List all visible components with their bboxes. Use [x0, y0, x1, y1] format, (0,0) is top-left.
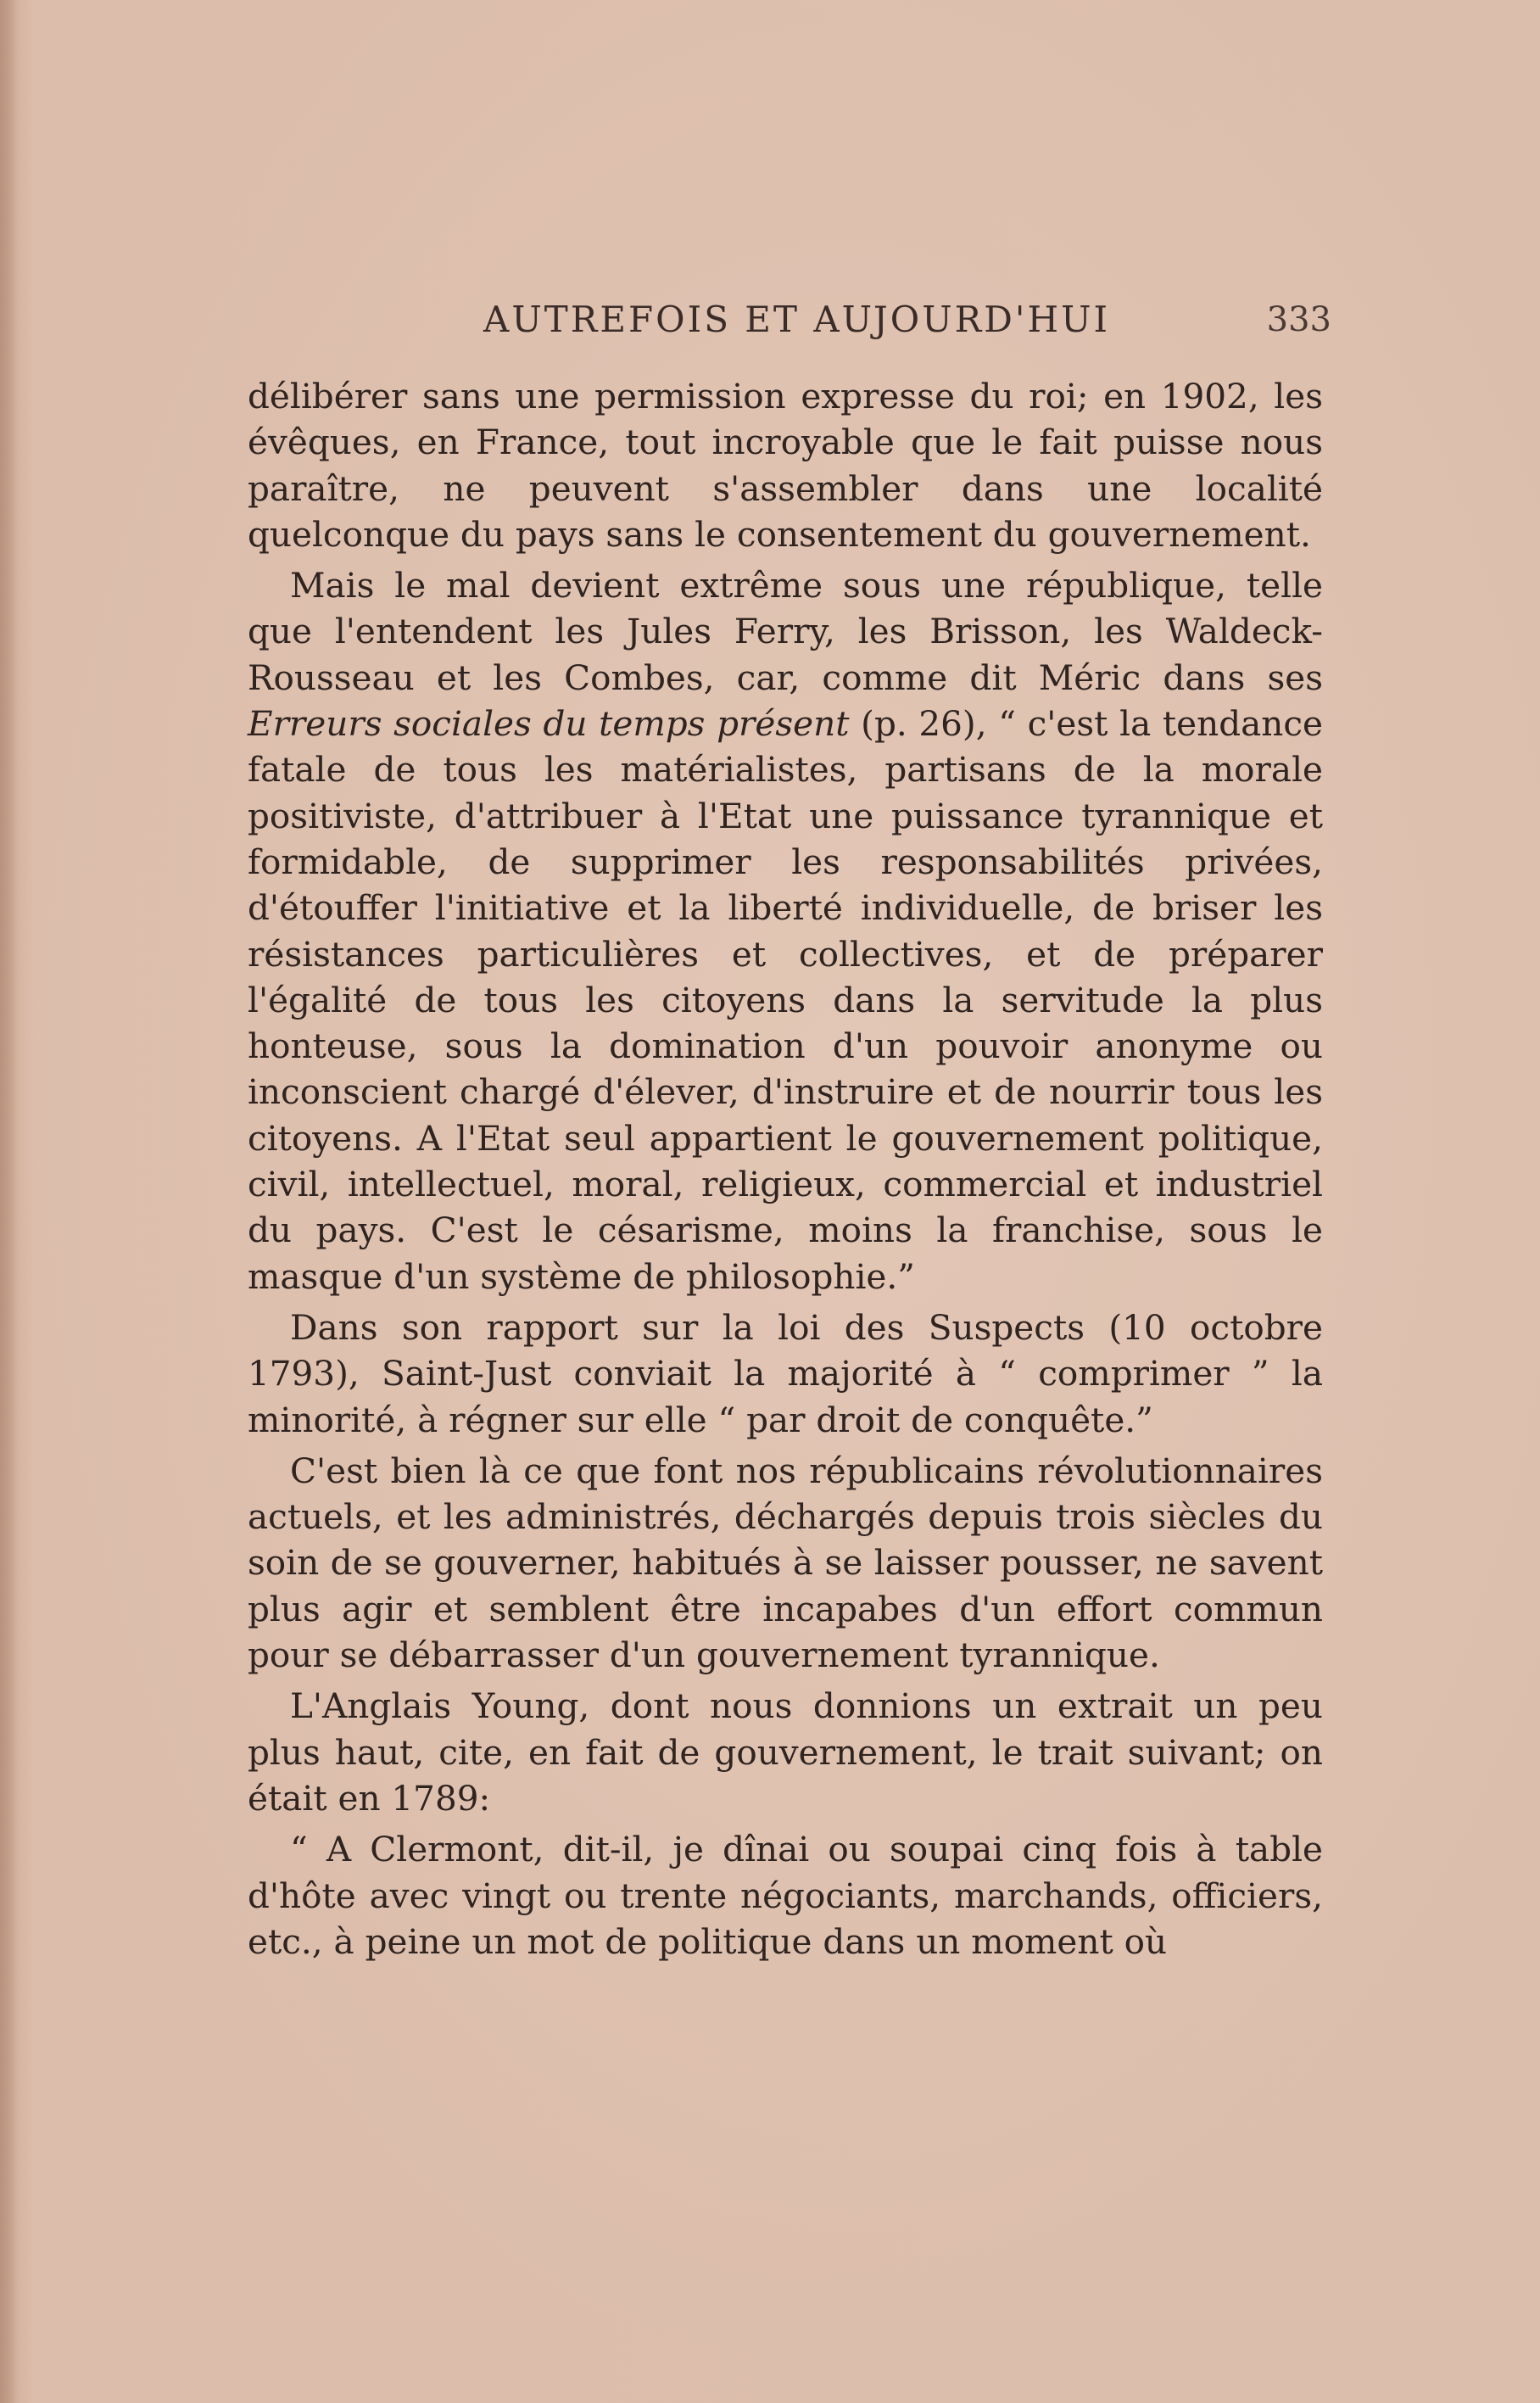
paragraph-6: “ A Clermont, dit-il, je dînai ou soupai cinq fois à table d'hôte avec vingt ou trente négociants, marchands, officiers, etc., à peine un mot de politique dans un moment où	[248, 1829, 1323, 1962]
paragraph-5: L'Anglais Young, dont nous donnions un extrait un peu plus haut, cite, en fait de gouvernement, le trait suivant; on était en 1789:	[248, 1685, 1323, 1819]
paragraph-4: C'est bien là ce que font nos républicains révolutionnaires actuels, et les administrés, déchargés depuis trois siècles du soin de se gouverner, habitués à se laisser pousser, ne savent plus agir et semblent être incapabes d'un effort commun pour se débarrasser d'un gouvernement tyrannique.	[248, 1450, 1323, 1676]
running-title: AUTREFOIS ET AUJOURD'HUI	[483, 299, 1111, 340]
paragraph-2-quote: (p. 26), “ c'est la tendance fatale de tous les matérialistes, partisans de la morale positiviste, d'attribuer à l'Etat une puissance tyrannique et formidable, de supprimer les responsabilités privées, d'étouffer l'initiative et la liberté individuelle, de briser les résistances particulières et collectives, et de préparer l'égalité de tous les citoyens dans la servitude la plus honteuse, sous la domination d'un pouvoir anonyme ou inconscient chargé d'élever, d'instruire et de nourrir tous les citoyens. A l'Etat seul appartient le gouvernement politique, civil, intellectuel, moral, religieux, commercial et industriel du pays. C'est le césarisme, moins la franchise, sous le masque d'un système de philosophie.”	[248, 703, 1323, 1297]
paragraph-2	[248, 562, 1323, 1299]
paragraph-1: délibérer sans une permission expresse du roi; en 1902, les évêques, en France, tout incroyable que le fait puisse nous paraître, ne peuvent s'assembler dans une localité quelconque du pays sans le consentement du gouvernement.	[248, 376, 1323, 555]
book-title-italic: Erreurs sociales du temps présent	[248, 703, 850, 745]
paragraph-2-start: Mais le mal devient extrême sous une république, telle que l'entendent les Jules Ferry, les Brisson, les Waldeck-Rousseau et les Combes, car, comme dit Méric dans ses	[248, 565, 1323, 698]
page-number: 333	[1266, 300, 1331, 339]
body-text	[248, 373, 1323, 1970]
paragraph-3: Dans son rapport sur la loi des Suspects (10 octobre 1793), Saint-Just conviait la majorité à “ comprimer ” la minorité, à régner sur elle “ par droit de conquête.”	[248, 1306, 1323, 1440]
running-header	[254, 299, 1331, 349]
page-gutter-shadow	[0, 0, 19, 2403]
